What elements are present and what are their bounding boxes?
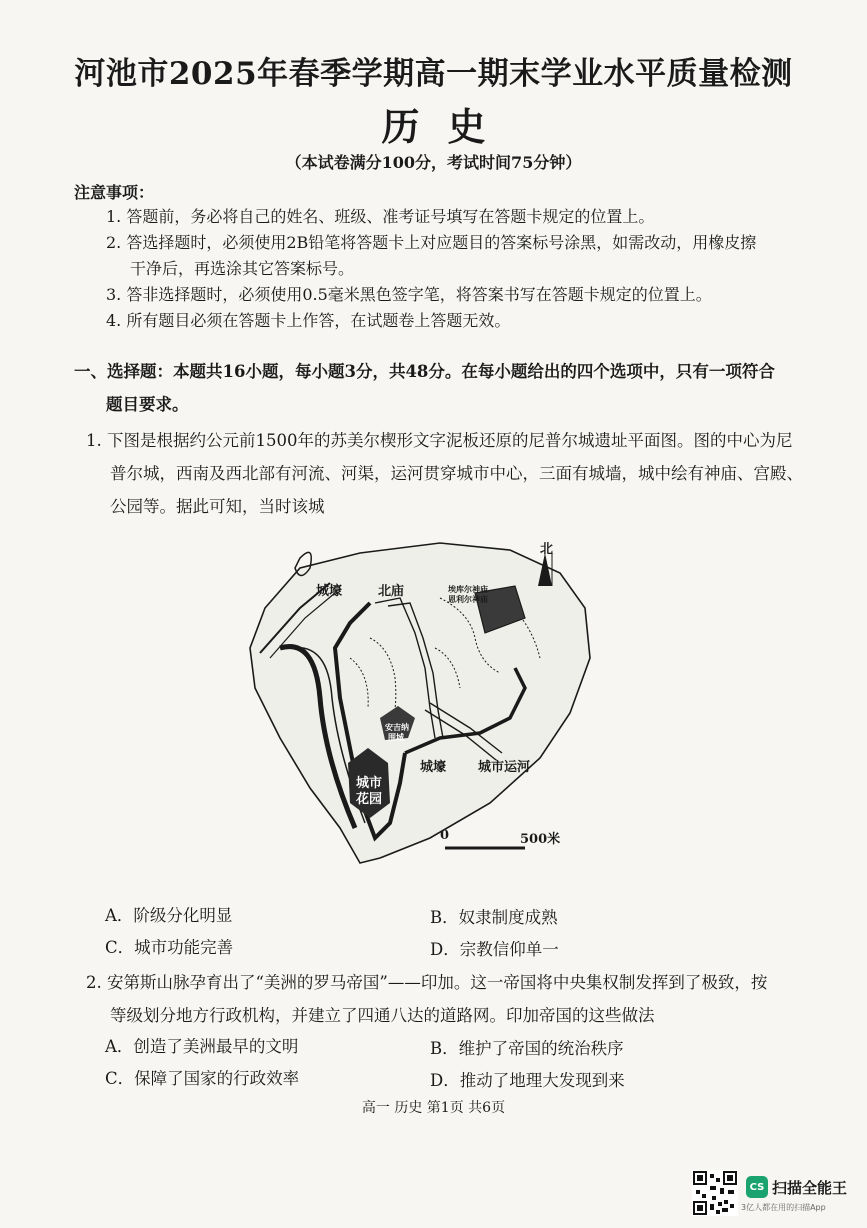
notes-title: 注意事项：: [74, 183, 155, 202]
map-drawing: [240, 538, 610, 868]
map-label-temple: 埃库尔神庙: [448, 584, 488, 594]
map-label-enclosure: 安吉纳: [385, 722, 409, 732]
map-label-garden: 城市: [356, 776, 383, 791]
map-label-temple: 恩利尔神庙: [448, 594, 488, 604]
note-item: 4. 所有题目必须在答题卡上作答，在试题卷上答题无效。: [106, 311, 511, 330]
section-heading-line: 一、选择题：本题共16小题，每小题3分，共48分。在每小题给出的四个选项中，只有一项符合: [74, 362, 775, 381]
map-north-label: 北: [540, 542, 554, 557]
q1-option-d: D．宗教信仰单一: [430, 940, 559, 959]
map-scale-zero: 0: [440, 828, 450, 843]
question-line: 1. 下图是根据约公元前1500年的苏美尔楔形文字泥板还原的尼普尔城遗址平面图。图的中心为尼: [86, 431, 793, 450]
question-line: 公园等。据此可知，当时该城: [110, 497, 325, 516]
section-heading: [74, 355, 814, 421]
note-item: 3. 答非选择题时，必须使用0.5毫米黑色签字笔，将答案书写在答题卡规定的位置上。: [106, 285, 712, 304]
qr-code-icon: [692, 1170, 738, 1216]
question-2: [86, 966, 814, 1032]
page-footer: 高一 历史 第1页 共6页: [361, 1100, 506, 1116]
map-label-moat: 城壕: [420, 760, 447, 775]
q2-option-b: B．维护了帝国的统治秩序: [430, 1039, 624, 1058]
section-heading-line: 题目要求。: [106, 395, 189, 414]
question-line: 2. 安第斯山脉孕育出了“美洲的罗马帝国”——印加。这一帝国将中央集权制发挥到了极致，按: [86, 973, 768, 992]
note-item: 干净后，再选涂其它答案标号。: [130, 259, 355, 278]
scanner-tagline: 3亿人都在用的扫描App: [741, 1203, 826, 1212]
map-scale-end: 500米: [520, 832, 561, 847]
question-1: [86, 424, 814, 523]
exam-meta: （本试卷满分100分，考试时间75分钟）: [285, 153, 582, 172]
q1-option-a: A．阶级分化明显: [105, 906, 233, 925]
map-label-garden: 花园: [356, 792, 383, 807]
map-label-canal: 城市运河: [478, 760, 531, 775]
note-item: 1. 答题前，务必将自己的姓名、班级、准考证号填写在答题卡规定的位置上。: [106, 207, 655, 226]
map-label-moat: 城壕: [316, 584, 343, 599]
q1-option-b: B．奴隶制度成熟: [430, 908, 558, 927]
note-item: 2. 答选择题时，必须使用2B铅笔将答题卡上对应题目的答案标号涂黑，如需改动，用橡皮擦: [106, 233, 757, 252]
scanner-app-name: 扫描全能王: [772, 1179, 848, 1197]
q1-option-c: C．城市功能完善: [105, 938, 234, 957]
question-line: 普尔城，西南及西北部有河流、河渠，运河贯穿城市中心，三面有城墙，城中绘有神庙、宫殿、: [110, 464, 803, 483]
question-line: 等级划分地方行政机构，并建立了四通八达的道路网。印加帝国的这些做法: [110, 1006, 655, 1025]
q2-option-a: A．创造了美洲最早的文明: [105, 1037, 299, 1056]
map-label-enclosure: 围城: [388, 732, 404, 742]
nippur-city-map: [240, 538, 610, 868]
exam-title: 河池市2025年春季学期高一期末学业水平质量检测: [74, 56, 793, 92]
subject-title: 历史: [381, 104, 514, 149]
cs-logo-icon: CS: [746, 1176, 768, 1198]
q2-option-d: D．推动了地理大发现到来: [430, 1071, 625, 1090]
q2-option-c: C．保障了国家的行政效率: [105, 1069, 300, 1088]
map-label-north-temple: 北庙: [378, 584, 405, 599]
